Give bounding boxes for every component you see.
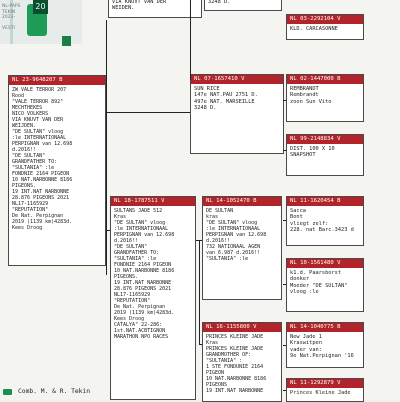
ring-number: NL 14-1040775 B — [287, 323, 363, 332]
pedigree-card-14b[interactable] — [286, 322, 364, 368]
card-top-right-a-body: 3248 D. — [208, 0, 231, 5]
pedigree-card-02[interactable] — [286, 74, 364, 122]
pedigree-card-99[interactable] — [286, 134, 364, 176]
ring-number: NL 10-1561480 V — [287, 259, 363, 268]
photo-code: 20 — [33, 0, 48, 14]
connector-line — [283, 390, 286, 391]
pedigree-card-main[interactable] — [8, 75, 106, 266]
pedigree-card-18[interactable] — [110, 196, 196, 400]
ring-number: NL 99-2148834 V — [287, 135, 363, 144]
card-top-right-a — [204, 0, 282, 11]
pedigree-card-11a[interactable] — [286, 196, 364, 246]
connector-line — [283, 345, 286, 346]
pedigree-card-16[interactable] — [202, 322, 282, 402]
card-body: Sacca Bont vliegt zelf: 228. nat Barc.3423 d — [290, 208, 354, 234]
ring-number: NL 02-1447000 B — [287, 75, 363, 84]
card-body: New Jade 1 Kraswitpen vader van: 9e Nat.Perpignan '16 — [290, 334, 354, 360]
ring-number: NL 16-1155800 V — [203, 323, 281, 332]
connector-line — [190, 0, 191, 80]
connector-line — [283, 284, 286, 285]
card-body: DIST. 100 X 10 SNAPSHOT — [290, 146, 335, 159]
pedigree-card-07[interactable] — [190, 74, 284, 154]
pedigree-card-10[interactable] — [286, 258, 364, 312]
connector-line — [106, 230, 110, 231]
ring-number: NL 23-9648207 B — [9, 76, 105, 85]
card-body: SULTANS JADE 512 Kras "DE SULTAN" vloog :le INTERNATIONAAL PERPIGNAN van 12.698 d.2016!! "DE SULTAN" GRANDFATHER TO: "SULTANIA" :le FONDNIE 2164 PIGEON 10 NAT.NARBONNE 8186 PIGEONS. 19 INT.NAT NARBONNE 28.876 PIGEONS 2021 NL17-1165929 "REPUTATION" De Nat. Perpignan 2019 (1139 km)4283d. Kees Droog CATALYA" 22-286: 1st.NAT.ACBTIGNON MARATHON NPO RACES — [114, 208, 175, 340]
card-body: REMBRANDT Rembrandt zoon Sun Vito — [290, 86, 332, 105]
pedigree-card-03[interactable] — [286, 14, 364, 40]
ring-number: NL 14-1052470 B — [203, 197, 281, 206]
logo-mark — [3, 389, 12, 395]
stamp-icon — [62, 36, 71, 46]
connector-line — [199, 344, 202, 345]
pedigree-card-11b[interactable] — [286, 378, 364, 402]
ring-number: NL 03-2292104 V — [287, 15, 363, 24]
ring-number: NL 18-1787511 V — [111, 197, 195, 206]
card-top-middle-body: VIA KNUVT VAN DER WEIDEN. — [112, 0, 167, 12]
card-body: PRINCES KLEINE JADE Kras PRINCES KLEINE JADE GRANDMOTHER OF: "SULTANIA" : 1 STE FONDUNIE 2164 PIGEON 10 NAT.NARBONNE 8186 PIGEONS 19 INT.NAT NARBONNE — [206, 334, 267, 394]
connector-line — [106, 20, 107, 275]
ring-number: NL 11-1620454 B — [287, 197, 363, 206]
card-body: k1.d. Paarsborst donker Moeder "DE SULTAN" vloog :le — [290, 270, 348, 296]
pedigree-card-14[interactable] — [202, 196, 282, 300]
card-top-middle — [108, 0, 202, 18]
card-body: KLD. CARCASONNE — [290, 26, 338, 32]
connector-line — [283, 100, 286, 101]
photo-caption: NL-PAPS TEKIN 2023- VESTI — [2, 4, 21, 32]
card-body: ZW VALE TERROR 207 Rood "VALE TERROR 892" MECHTHEKES NICO VOLKERS VIA KNUVT VAN DER WEIJDEN. "DE SULTAN" vloog :le INTERNATIONAAL PERPIGNAN van 12.698 d.2016!! "DE SULTAN" GRANDFATHER TO: "SULTANIA" :le FONDNIE 2164 PIGEON 10 NAT.NARBONNE 8186 PIGEONS. 19 INT.NAT NARBONNE 28.876 PIGEONS 2021 NL17-1165929 "REPUTATION" De Nat. Perpignan 2019 (1139 km)4283d. Kees Droog — [12, 87, 73, 231]
connector-line — [106, 112, 190, 113]
connector-line — [283, 220, 286, 221]
owner-footer: Comb. M. & R. Tekin — [18, 388, 91, 395]
card-body: SUN RICE 147e NAT.PAU 2751 D. 497e NAT. MARSEILLE 3248 D. — [194, 86, 258, 112]
connector-line — [199, 240, 200, 345]
card-body: DE SULTAN kras "DE SULTAN" vloog :le INTERNATIONAAL PERPIGNAN van 12.698 d.2016!! 732 NATIONAAL AGEN van 6.987 d.2016!! "SULTANIA" :le — [206, 208, 267, 262]
ring-number: NL 11-1292879 V — [287, 379, 363, 388]
ring-number: NL 07-1657410 V — [191, 75, 283, 84]
card-body: Princes Kleine Jade — [290, 390, 351, 396]
connector-line — [283, 150, 286, 151]
